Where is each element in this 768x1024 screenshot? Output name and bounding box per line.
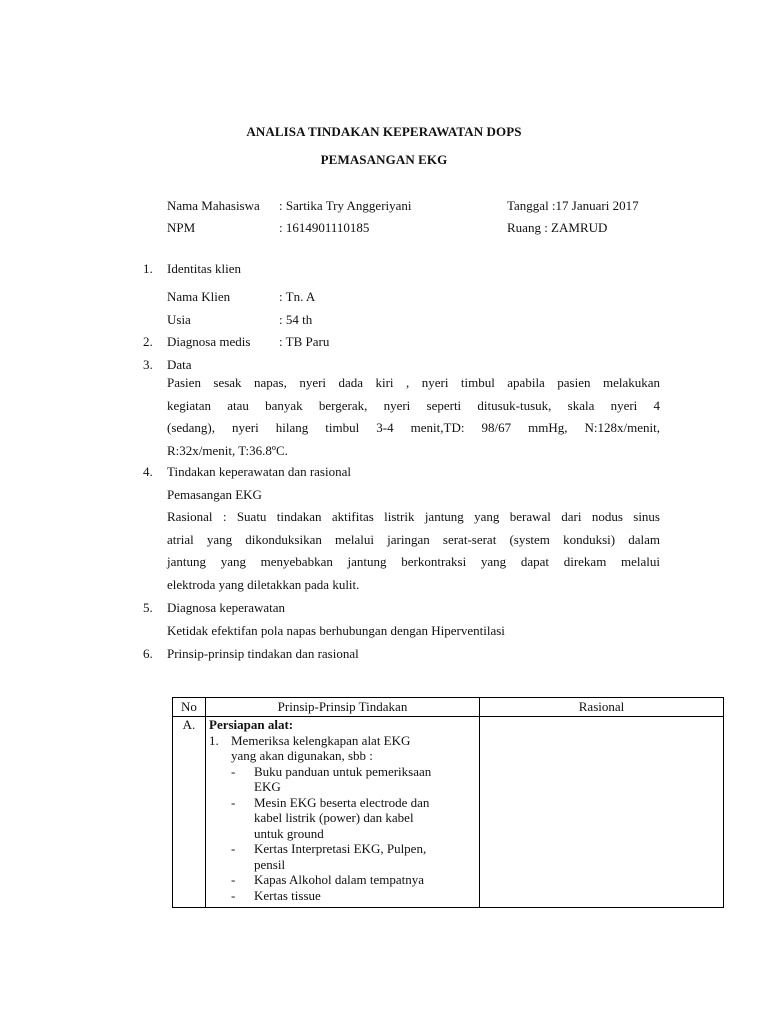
paragraph-line: jantung yang menyebabkan jantung berkontraksi yang dapat direkam melalui bbox=[167, 554, 660, 569]
paragraph-line: Pasien sesak napas, nyeri dada kiri , nyeri timbul apabila pasien melakukan bbox=[167, 375, 660, 390]
row-number: A. bbox=[173, 717, 206, 908]
nursing-diagnosis-text: Ketidak efektifan pola napas berhubungan dengan Hiperventilasi bbox=[167, 623, 505, 638]
age-label: Usia bbox=[167, 312, 191, 327]
student-name-label: Nama Mahasiswa bbox=[167, 198, 260, 213]
sub-item-line: Kapas Alkohol dalam tempatnya bbox=[254, 872, 425, 887]
document-subtitle: PEMASANGAN EKG bbox=[320, 152, 448, 167]
item-text-continued: yang akan digunakan, sbb : bbox=[231, 748, 373, 763]
sub-list-item bbox=[231, 764, 476, 795]
paragraph-line: (sedang), nyeri hilang timbul 3-4 menit,TD: 98/67 mmHg, N:128x/menit, bbox=[167, 420, 660, 435]
student-name-value: : Sartika Try Anggeriyani bbox=[279, 198, 412, 213]
paragraph-line: R:32x/menit, T:36.8ºC. bbox=[167, 442, 288, 458]
section-3-number: 3. bbox=[143, 357, 153, 372]
sub-item-line: kabel listrik (power) dan kabel bbox=[254, 810, 414, 825]
action-name: Pemasangan EKG bbox=[167, 487, 262, 502]
section-6-heading: Prinsip-prinsip tindakan dan rasional bbox=[167, 646, 359, 661]
sub-item-line: Kertas tissue bbox=[254, 887, 321, 903]
row-title: Persiapan alat: bbox=[209, 717, 294, 732]
list-item bbox=[209, 733, 476, 749]
paragraph-line: elektroda yang diletakkan pada kulit. bbox=[167, 576, 360, 592]
document-title: ANALISA TINDAKAN KEPERAWATAN DOPS bbox=[246, 124, 522, 139]
paragraph-line: atrial yang dikonduksikan melalui jaringan serat-serat (system konduksi) dalam bbox=[167, 531, 660, 547]
date-text: Tanggal :17 Januari 2017 bbox=[507, 198, 639, 213]
sub-list-item bbox=[231, 795, 476, 842]
room-text: Ruang : ZAMRUD bbox=[507, 220, 608, 235]
section-4-number: 4. bbox=[143, 464, 153, 479]
sub-item-line: Mesin EKG beserta electrode dan bbox=[254, 794, 430, 810]
sub-item-line: EKG bbox=[254, 779, 281, 794]
header-no: No bbox=[173, 698, 206, 717]
section-5-number: 5. bbox=[143, 600, 153, 615]
client-name-label: Nama Klien bbox=[167, 289, 231, 304]
dash: - bbox=[231, 872, 236, 887]
dash: - bbox=[231, 841, 236, 856]
item-text: Memeriksa kelengkapan alat EKG bbox=[231, 732, 411, 748]
medical-diagnosis-label: Diagnosa medis bbox=[167, 334, 251, 349]
age-value: : 54 th bbox=[279, 312, 313, 327]
item-number: 1. bbox=[209, 732, 219, 748]
rationale-paragraph bbox=[167, 506, 660, 596]
dash: - bbox=[231, 887, 236, 903]
npm-label: NPM bbox=[167, 220, 196, 235]
client-name-value: : Tn. A bbox=[279, 289, 316, 304]
section-2-number: 2. bbox=[143, 334, 153, 349]
sub-list-item bbox=[231, 872, 476, 888]
sub-item-line: Buku panduan untuk pemeriksaan bbox=[254, 763, 432, 779]
section-1-number: 1. bbox=[143, 261, 153, 276]
sub-list-item bbox=[231, 841, 476, 872]
rationale-cell bbox=[480, 717, 724, 908]
section-1-heading: Identitas klien bbox=[167, 261, 242, 276]
section-5-heading: Diagnosa keperawatan bbox=[167, 600, 286, 615]
principles-table bbox=[172, 697, 724, 908]
dash: - bbox=[231, 794, 236, 810]
section-6-number: 6. bbox=[143, 646, 153, 661]
paragraph-line: kegiatan atau banyak bergerak, nyeri seperti ditusuk-tusuk, skala nyeri 4 bbox=[167, 397, 660, 413]
npm-value: : 1614901110185 bbox=[279, 220, 370, 235]
section-3-heading: Data bbox=[167, 357, 192, 372]
section-4-heading: Tindakan keperawatan dan rasional bbox=[167, 464, 351, 479]
sub-item-line: untuk ground bbox=[254, 825, 324, 841]
principles-cell bbox=[206, 717, 480, 908]
header-principles: Prinsip-Prinsip Tindakan bbox=[206, 698, 480, 717]
sub-item-line: pensil bbox=[254, 856, 286, 872]
sub-list-item bbox=[231, 888, 476, 904]
patient-data-paragraph bbox=[167, 372, 660, 462]
table-header-row bbox=[173, 698, 724, 717]
dash: - bbox=[231, 763, 236, 779]
sub-item-line: Kertas Interpretasi EKG, Pulpen, bbox=[254, 841, 427, 856]
table-row bbox=[173, 717, 724, 908]
header-rationale: Rasional bbox=[480, 698, 724, 717]
medical-diagnosis-value: : TB Paru bbox=[279, 334, 330, 349]
paragraph-line: Rasional : Suatu tindakan aktifitas listrik jantung yang berawal dari nodus sinus bbox=[167, 509, 660, 524]
